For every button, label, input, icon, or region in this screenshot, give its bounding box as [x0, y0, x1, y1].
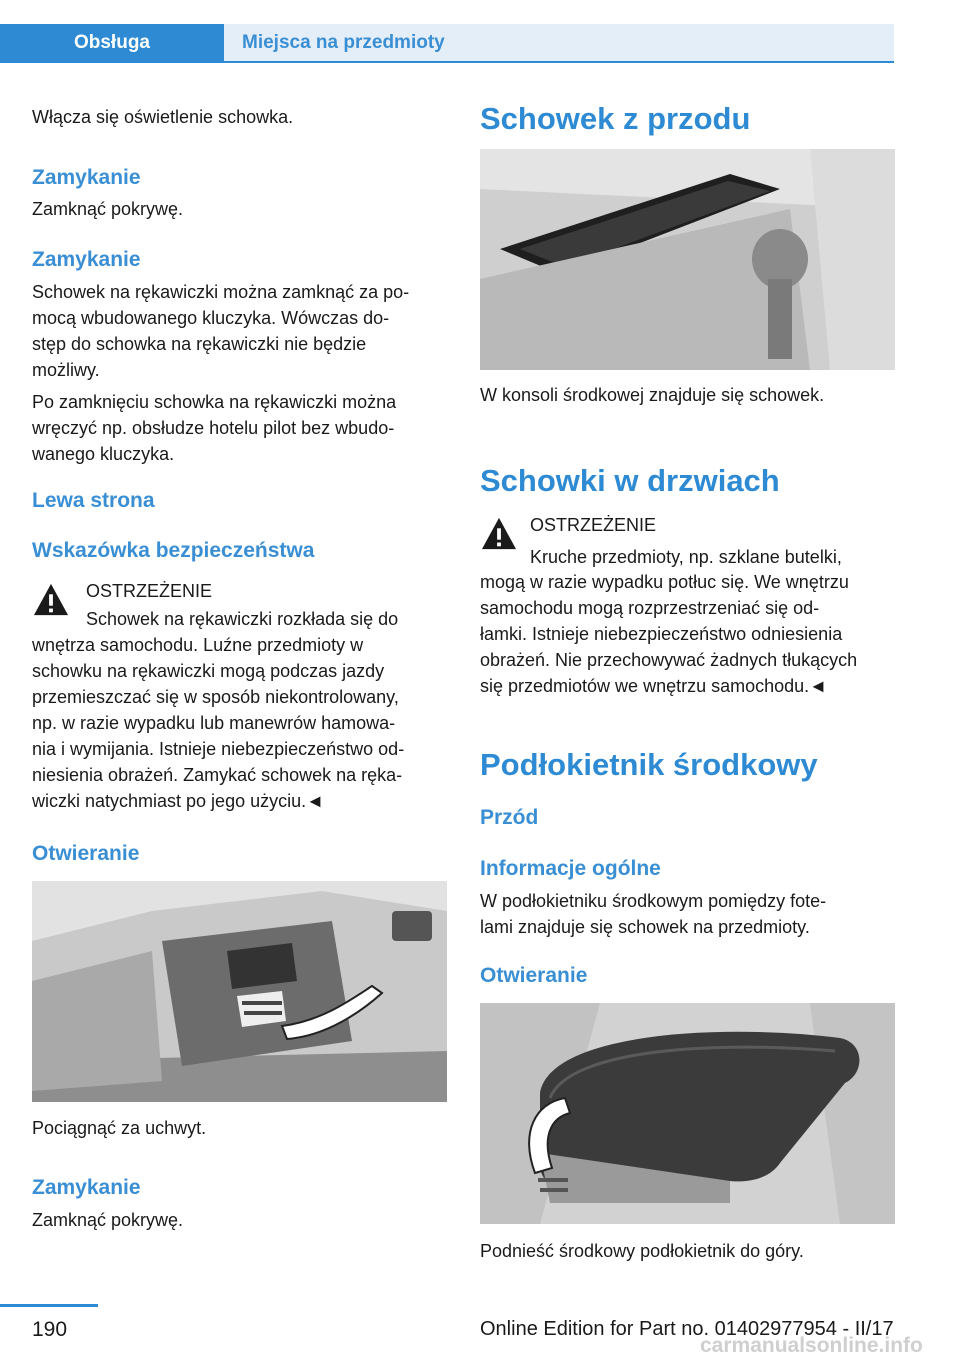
glovebox-illustration: [32, 881, 447, 1102]
warning-text-line: Kruche przedmioty, np. szklane butelki,: [530, 547, 842, 567]
heading-schowki-w-drzwiach: Schowki w drzwiach: [480, 463, 780, 498]
paragraph-close-lid-bottom: Zamknąć pokrywę.: [32, 1210, 184, 1230]
paragraph-after-line: Po zamknięciu schowka na rękawiczki można: [32, 392, 397, 412]
paragraph-lock-line: stęp do schowka na rękawiczki nie będzie: [32, 334, 367, 354]
paragraph-close-lid: Zamknąć pokrywę.: [32, 199, 184, 219]
caption-pull-handle: Pociągnąć za uchwyt.: [32, 1118, 207, 1138]
front-storage-illustration: [480, 149, 895, 370]
paragraph-after-line: wanego kluczyka.: [32, 444, 175, 464]
paragraph-info-line: lami znajduje się schowek na przedmioty.: [480, 917, 810, 937]
heading-zamykanie-bottom: Zamykanie: [32, 1176, 141, 1199]
warning-title: OSTRZEŻENIE: [530, 515, 657, 535]
warning-triangle-icon: [480, 516, 518, 552]
heading-lewa-strona: Lewa strona: [32, 489, 155, 512]
heading-schowek-z-przodu: Schowek z przodu: [480, 101, 751, 136]
heading-zamykanie: Zamykanie: [32, 166, 141, 189]
caption-lift-armrest: Podnieść środkowy podłokietnik do góry.: [480, 1241, 804, 1261]
header-bar: [0, 0, 960, 64]
heading-informacje-ogolne: Informacje ogólne: [480, 857, 661, 880]
paragraph-info-line: W podłokietniku środkowym pomiędzy fote-: [480, 891, 827, 911]
paragraph-after-line: wręczyć np. obsłudze hotelu pilot bez wbudo-: [32, 418, 395, 438]
heading-przod: Przód: [480, 806, 539, 829]
warning-text-line: obrażeń. Nie przechowywać żadnych tłukących: [480, 650, 858, 670]
paragraph-lock-line: mocą wbudowanego kluczyka. Wówczas do-: [32, 308, 390, 328]
warning-text-line: wiczki natychmiast po jego użyciu.◄: [32, 791, 324, 811]
paragraph-light: Włącza się oświetlenie schowka.: [32, 107, 294, 127]
front-storage-photo: [480, 149, 895, 370]
warning-text-line: się przedmiotów we wnętrzu samochodu.◄: [480, 676, 827, 696]
armrest-photo: [480, 1003, 895, 1224]
warning-text-line: nia i wymijania. Istnieje niebezpieczeństwo od-: [32, 739, 405, 759]
heading-podlokietnik: Podłokietnik środkowy: [480, 747, 818, 782]
heading-otwieranie: Otwieranie: [32, 842, 140, 865]
page-number: 190: [32, 1318, 68, 1341]
footer-rule: [0, 1304, 98, 1307]
tab-obsluga[interactable]: Obsługa: [0, 24, 224, 62]
warning-text-line: np. w razie wypadku lub manewrów hamowa-: [32, 713, 396, 733]
edition-text: Online Edition for Part no. 01402977954 - II/17: [480, 1318, 894, 1340]
paragraph-lock-line: możliwy.: [32, 360, 100, 380]
glovebox-photo: [32, 881, 447, 1102]
warning-triangle-icon: [32, 582, 70, 618]
header-rule: [0, 61, 894, 63]
warning-title: OSTRZEŻENIE: [86, 581, 213, 601]
warning-text-line: Schowek na rękawiczki rozkłada się do: [86, 609, 399, 629]
watermark: carmanualsonline.info: [700, 1334, 923, 1357]
warning-text-line: niesienia obrażeń. Zamykać schowek na ręka-: [32, 765, 403, 785]
warning-text-line: mogą w razie wypadku potłuc się. We wnętrzu: [480, 572, 849, 592]
heading-zamykanie-lock: Zamykanie: [32, 248, 141, 271]
caption-center-console: W konsoli środkowej znajduje się schowek.: [480, 385, 825, 405]
armrest-illustration: [480, 1003, 895, 1224]
paragraph-lock-line: Schowek na rękawiczki można zamknąć za po-: [32, 282, 410, 302]
warning-text-line: schowku na rękawiczki mogą podczas jazdy: [32, 661, 385, 681]
heading-otwieranie-right: Otwieranie: [480, 964, 588, 987]
warning-text-line: przemieszczać się w sposób niekontrolowany,: [32, 687, 399, 707]
tab-miejsca-na-przedmioty[interactable]: Miejsca na przedmioty: [224, 24, 894, 62]
warning-text-line: samochodu mogą rozprzestrzeniać się od-: [480, 598, 820, 618]
warning-text-line: wnętrza samochodu. Luźne przedmioty w: [32, 635, 364, 655]
warning-text-line: łamki. Istnieje niebezpieczeństwo odniesienia: [480, 624, 843, 644]
heading-wskazowka: Wskazówka bezpieczeństwa: [32, 539, 315, 562]
